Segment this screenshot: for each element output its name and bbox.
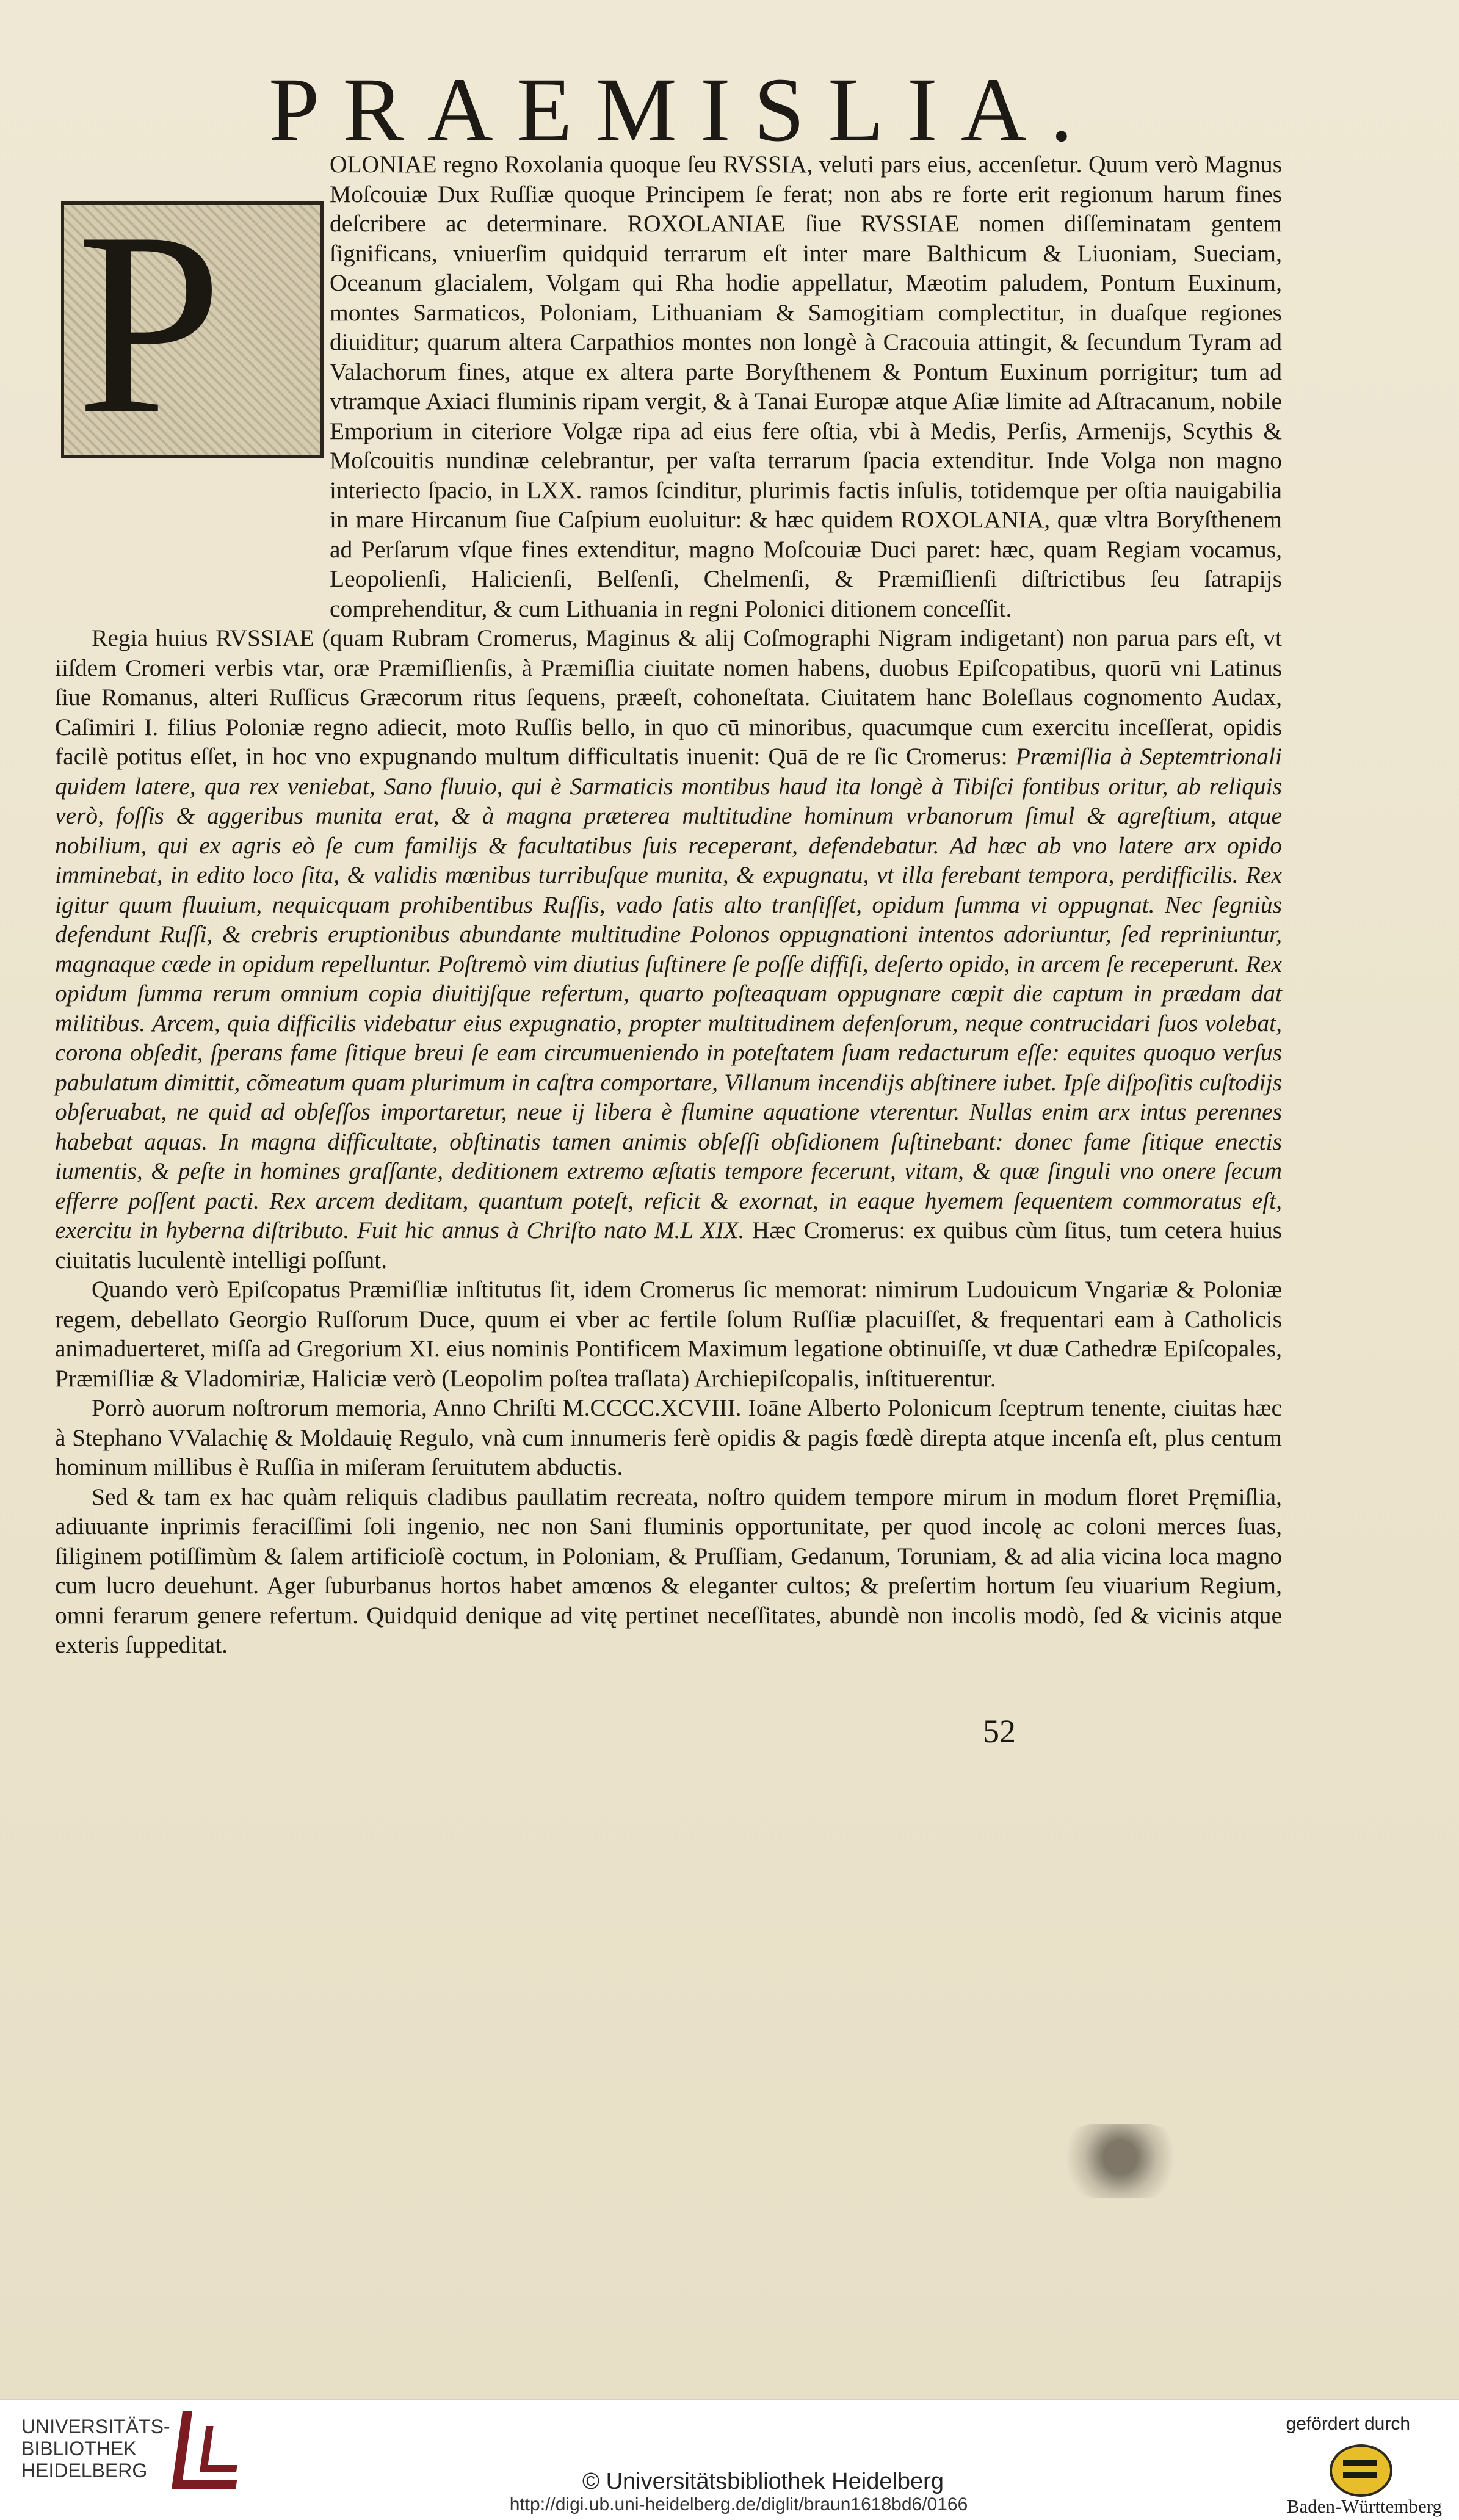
paragraph-prosperity: Sed & tam ex hac quàm reliquis cladibus paullatim recreata, noſtro quidem tempore mirum in modum floret Pręmiſlia, adiuuante inprimis feraciſſimi ſoli ingenio, nec non Sani fluminis opportunitate, per quod incolę ac coloni merces ſuas, ſiliginem potiſſimùm & ſalem artificioſè coctum, in Poloniam, & Pruſſiam, Gedanum, Toruniam, & ad alia vicina loca magno cum lucro deuehunt. Ager ſuburbanus hortos habet amœnos & eleganter cultos; & preſertim hortum ſeu viuarium Regium, omni ferarum genere refertum. Quidquid denique ad vitę pertinet neceſſitates, abundè non incolis modò, ſed & vicinis atque exteris ſuppeditat. [55,1483,1282,1658]
page-title: PRAEMISLIA. [269,59,1096,161]
institution-name [21,2416,170,2482]
library-footer [0,2399,1459,2520]
sponsor-name: Baden-Württemberg [1286,2496,1442,2517]
body-text [55,150,1282,1660]
library-logo-icon [172,2411,247,2489]
paragraph-regia-russiae [55,623,1282,1275]
paragraph-roxolania: OLONIAE regno Roxolania quoque ſeu RVSSIA, veluti pars eius, accenſetur. Quum verò Magnus Moſcouiæ Dux Ruſſiæ quoque Principem ſe ferat; non abs re forte erit regionum harum fines deſcribere ac determinare. ROXOLANIAE ſiue RVSSIAE nomen diſſeminatam gentem ſignificans, vniuerſim quidquid terrarum eſt inter mare Balthicum & Liuoniam, Sueciam, Oceanum glacialem, Volgam qui Rha hodie appellatur, Mæotim paludem, Pontum Euxinum, montes Sarmaticos, Poloniam, Lithuaniam & Samogitiam complectitur, in duaſque regiones diuiditur; quarum altera Carpathios montes non longè à Cracouia attingit, & ſecundum Tyram ad Valachorum fines, atque ex altera parte Boryſthenem & Pontum Euxinum porrigitur; tum ad vtramque Axiaci fluminis ripam vergit, & à Tanai Europæ atque Aſiæ limite ad Aſtracanum, nobile Emporium in citeriore Volgæ ripa ad eius fere oſtia, vbi à Medis, Perſis, Armenijs, Scythis & Moſcouitis nundinæ celebrantur, per vaſta terrarum ſpacia extenditur. Inde Volga non magno interiecto ſpacio, in LXX. ramos ſcinditur, plurimis factis inſulis, totidemque per oſtia nauigabilia in mare Hircanum ſiue Caſpium euoluitur: & hæc quidem ROXOLANIA, quæ vltra Boryſthenem ad Perſarum vſque fines extenditur, magno Moſcouiæ Duci paret: hæc, quam Regiam vocamus, Leopolienſi, Halicienſi, Belſenſi, Chelmenſi, & Præmiſlienſi diſtrictibus ſeu ſatrapijs comprehenditur, & cum Lithuania in regni Polonici ditionem conceſſit. [330,151,1282,622]
institution-line: HEIDELBERG [21,2460,148,2482]
institution-line: BIBLIOTHEK [21,2438,137,2460]
paragraph-destruction: Porrò auorum noſtrorum memoria, Anno Chriſti M.CCCC.XCVIII. Ioāne Alberto Polonicum ſceptrum tenente, ciuitas hæc à Stephano VValachię & Moldauię Regulo, vnà cum innumeris ferè opidis & pagis fœdè direpta atque incenſa eſt, plus centum hominum millibus è Ruſſia in miſeram ſeruitutem abductis. [55,1394,1282,1480]
paper-stain [1056,2124,1184,2198]
sponsor-label: gefördert durch [1286,2414,1410,2434]
paragraph-episcopatus: Quando verò Epiſcopatus Præmiſliæ inſtitutus ſit, idem Cromerus ſic memorat: nimirum Ludouicum Vngariæ & Poloniæ regem, debellato Georgio Ruſſorum Duce, quum ei vber ac fertile ſolum Ruſſiæ placuiſſet, & frequentari eam à Catholicis animaduerteret, miſſa ad Gregorium XI. eius nominis Pontificem Maximum legatione obtinuiſſe, vt duæ Cathedræ Epiſcopales, Præmiſliæ & Vladomiriæ, Haliciæ verò (Leopolim poſtea traſlata) Archiepiſcopalis, inſtituerentur. [55,1276,1282,1392]
baden-wuerttemberg-crest-icon [1330,2444,1392,2497]
page-number: 52 [983,1713,1016,1750]
copyright-notice: © Universitätsbibliothek Heidelberg [582,2469,944,2494]
paragraph-regia-end: Hæc Cromerus: ex quibus cùm ſitus, tum cetera huius ciuitatis luculentè intelligi poſſunt. [55,1217,1282,1273]
institution-line: UNIVERSITÄTS- [21,2416,170,2438]
paragraph-regia-start: Regia huius RVSSIAE (quam Rubram Cromerus, Maginus & alij Coſmographi Nigram indigetant) non parua pars eſt, vt iiſdem Cromeri verbis vtar, oræ Præmiſlienſis, à Præmiſlia ciuitate nomen habens, duobus Epiſcopatibus, quorū vni Latinus ſiue Romanus, alteri Ruſſicus Græcorum ritus ſequens, præeſt, cohoneſtata. Ciuitatem hanc Boleſlaus cognomento Audax, Caſimiri I. filius Poloniæ regno adiecit, moto Ruſſis bello, in quo cū minoribus, quacumque cum exercitu inceſſerat, opidis facilè potitus eſſet, in hoc vno expugnando multum difficultatis inuenit: Quā de re ſic Cromerus: [55,625,1282,770]
initial-letter: P [76,178,223,469]
cromerus-quotation: Præmiſlia à Septemtrionali quidem latere, qua rex veniebat, Sano fluuio, qui è Sarmaticis montibus haud ita longè à Tibiſci fontibus oritur, ab reliquis verò, foſſis & aggeribus munita erat, & à magna præterea multitudine hominum vrbanorum ſimul & agreſtium, atque nobilium, qui ex agris eò ſe cum familijs & facultatibus ſuis receperant, defendebatur. Ad hæc ab vno latere arx opido imminebat, in edito loco ſita, & validis mœnibus turribuſque munita, & expugnatu, vt illa ferebant tempora, perdifficilis. Rex igitur quum fluuium, nequicquam prohibentibus Ruſſis, vado ſatis alto tranſiſſet, opidum ſumma vi oppugnat. Nec ſegniùs defendunt Ruſſi, & crebris eruptionibus abundante multitudine Polonos oppugnationi intentos adoriuntur, ſed repriniuntur, magnaque cæde in opidum repelluntur. Poſtremò vim diutius ſuſtinere ſe poſſe diffiſi, deſerto opido, in arcem ſe receperunt. Rex opidum ſumma rerum omnium copia diuitijſque refertum, quarto poſteaquam oppugnare cœpit die captum in prædam dat militibus. Arcem, quia difficilis videbatur eius expugnatio, propter multitudinem defenſorum, neque contrucidari ſuos volebat, corona obſedit, ſperans fame ſitique breui ſe eam circumueniendo in poteſtatem ſuam redacturum eſſe: equites quoquo verſus pabulatum dimittit, cõmeatum quam plurimum in caſtra comportare, Villanum incendijs abſtinere iubet. Ipſe diſpoſitis cuſtodijs obſeruabat, ne quid ad obſeſſos importaretur, neue ij libera è flumine aquatione vterentur. Nullas enim arx intus perennes habebat aquas. In magna difficultate, obſtinatis tamen animis obſeſſi obſidionem ſuſtinebant: donec fame ſitique enectis iumentis, & peſte in homines graſſante, deditionem extremo æſtatis tempore fecerunt, vitam, & quæ ſinguli vno onere ſecum efferre poſſent pacti. Rex arcem deditam, quantum poteſt, reficit & exornat, in eaque hyemem ſequentem commoratus eſt, exercitu in hyberna diſtributo. Fuit hic annus à Chriſto nato M.L XIX. [55,743,1282,1244]
document-url[interactable]: http://digi.ub.uni-heidelberg.de/diglit/braun1618bd6/0166 [509,2494,968,2515]
